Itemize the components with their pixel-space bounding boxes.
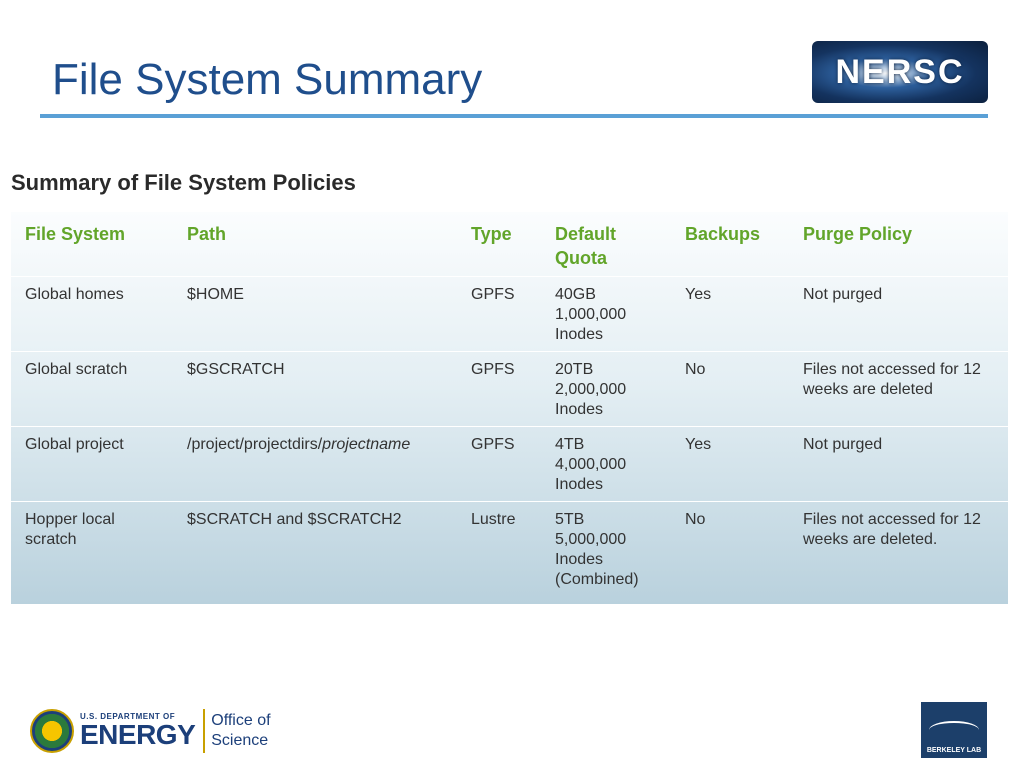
cell-purge-line1: Files not accessed for 12 <box>803 511 981 528</box>
table-row <box>11 427 1008 502</box>
nersc-logo <box>812 41 988 103</box>
cell-path-text: /project/projectdirs/ <box>187 436 323 453</box>
berkeley-lab-logo <box>921 702 987 758</box>
title-divider <box>40 114 988 118</box>
header-type: Type <box>471 224 512 244</box>
cell-quota-line1: 4TB <box>555 436 585 453</box>
doe-energy-text: ENERGY <box>80 719 196 750</box>
cell-backups: No <box>685 361 706 378</box>
cell-purge-policy <box>789 352 1008 427</box>
doe-seal-icon <box>30 709 74 753</box>
header-backups: Backups <box>685 224 761 244</box>
cell-file-system-line1: Hopper local <box>25 511 115 528</box>
cell-purge-line2: weeks are deleted <box>803 381 933 398</box>
cell-file-system-line1: Global scratch <box>25 361 128 378</box>
table-header-row <box>11 212 1008 277</box>
cell-quota-line1: 20TB <box>555 361 594 378</box>
cell-quota-line4: (Combined) <box>555 571 639 588</box>
cell-quota <box>541 502 671 605</box>
cell-path <box>173 352 457 427</box>
cell-quota-line1: 5TB <box>555 511 585 528</box>
cell-quota <box>541 427 671 502</box>
cell-purge-line1: Not purged <box>803 436 883 453</box>
cell-path <box>173 427 457 502</box>
cell-backups: Yes <box>685 286 712 303</box>
cell-quota <box>541 352 671 427</box>
file-system-policy-table <box>11 212 1008 604</box>
cell-file-system <box>11 427 173 502</box>
header-default-quota <box>541 212 671 277</box>
header-quota-line1: Default <box>555 224 617 244</box>
header-path: Path <box>187 224 227 244</box>
slide-title: File System Summary <box>52 55 483 104</box>
cell-path <box>173 502 457 605</box>
berkeley-dome-icon <box>929 721 979 739</box>
cell-quota-line2: 5,000,000 <box>555 531 627 548</box>
cell-type: Lustre <box>471 511 516 528</box>
cell-path-text: $GSCRATCH <box>187 361 285 378</box>
cell-quota-line2: 4,000,000 <box>555 456 627 473</box>
cell-file-system <box>11 502 173 605</box>
berkeley-lab-text: BERKELEY LAB <box>926 747 982 754</box>
office-of-science-text <box>211 711 270 751</box>
nersc-logo-text: NERSC <box>835 52 965 91</box>
office-line2: Science <box>211 732 269 749</box>
cell-backups: Yes <box>685 436 712 453</box>
cell-file-system-line1: Global project <box>25 436 124 453</box>
table-row <box>11 502 1008 605</box>
cell-quota-line1: 40GB <box>555 286 596 303</box>
header-file-system: File System <box>25 224 126 244</box>
cell-purge-line1: Files not accessed for 12 <box>803 361 981 378</box>
table-row <box>11 277 1008 352</box>
cell-purge-line2: weeks are deleted. <box>803 531 938 548</box>
cell-path-text: $HOME <box>187 286 244 303</box>
doe-department-text: U.S. DEPARTMENT OF <box>80 712 176 721</box>
cell-quota-line3: Inodes <box>555 401 604 418</box>
cell-file-system-line2: scratch <box>25 531 77 548</box>
cell-purge-policy <box>789 427 1008 502</box>
cell-quota-line3: Inodes <box>555 551 604 568</box>
cell-purge-policy <box>789 277 1008 352</box>
logo-divider <box>203 709 205 753</box>
cell-type: GPFS <box>471 286 515 303</box>
cell-quota-line3: Inodes <box>555 326 604 343</box>
cell-file-system <box>11 277 173 352</box>
cell-type: GPFS <box>471 436 515 453</box>
cell-quota-line2: 1,000,000 <box>555 306 627 323</box>
cell-purge-policy <box>789 502 1008 605</box>
cell-file-system <box>11 352 173 427</box>
cell-purge-line1: Not purged <box>803 286 883 303</box>
table-row <box>11 352 1008 427</box>
cell-type: GPFS <box>471 361 515 378</box>
cell-quota <box>541 277 671 352</box>
table-heading: Summary of File System Policies <box>11 170 356 195</box>
cell-path <box>173 277 457 352</box>
cell-backups: No <box>685 511 706 528</box>
office-line1: Office of <box>211 712 271 729</box>
cell-quota-line2: 2,000,000 <box>555 381 627 398</box>
header-quota-line2: Quota <box>555 248 607 268</box>
header-purge-policy: Purge Policy <box>803 224 913 244</box>
doe-wordmark <box>80 713 195 749</box>
doe-office-of-science-logo <box>30 707 275 755</box>
cell-path-text: $SCRATCH and $SCRATCH2 <box>187 511 402 528</box>
cell-file-system-line1: Global homes <box>25 286 124 303</box>
cell-path-italic: projectname <box>322 436 411 453</box>
cell-quota-line3: Inodes <box>555 476 604 493</box>
